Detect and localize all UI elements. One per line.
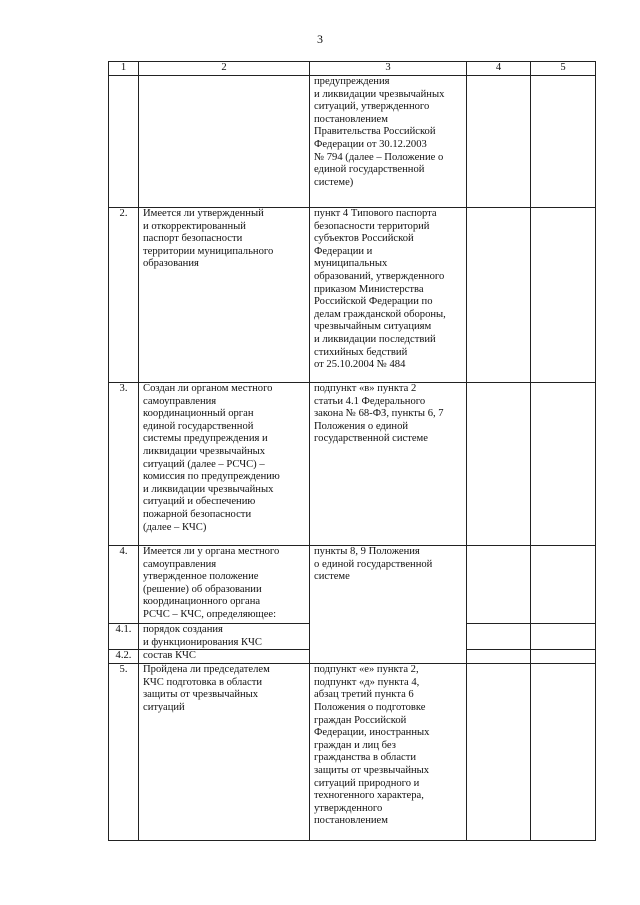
legal-basis-cell: пункты 8, 9 Положения о единой государственной системе [310,546,467,664]
row-number: 4.2. [109,650,139,664]
note-cell [531,76,596,208]
page-number: 3 [317,32,323,46]
row-number: 3. [109,383,139,546]
question-cell: Имеется ли утвержденный и откорректированный паспорт безопасности территории муниципального образования [139,208,310,383]
checklist-table [108,61,596,841]
table-row [109,664,596,841]
note-cell [531,664,596,841]
question-cell: порядок создания и функционирования КЧС [139,624,310,650]
table-row [109,383,596,546]
row-number: 4. [109,546,139,624]
column-header: 1 [109,62,139,76]
legal-basis-cell: подпункт «в» пункта 2 статьи 4.1 Федерального закона № 68-ФЗ, пункты 6, 7 Положения о единой государственной системе [310,383,467,546]
table-row [109,76,596,208]
question-cell: Имеется ли у органа местного самоуправления утвержденное положение (решение) об образовании координационного органа РСЧС – КЧС, определяющее: [139,546,310,624]
note-cell [531,624,596,650]
question-cell: Пройдена ли председателем КЧС подготовка в области защиты от чрезвычайных ситуаций [139,664,310,841]
column-header: 3 [310,62,467,76]
row-number [109,76,139,208]
answer-cell [467,624,531,650]
question-cell: Создан ли органом местного самоуправления координационный орган единой государственной системы предупреждения и ликвидации чрезвычайных ситуаций (далее – РСЧС) – комиссия по предупреждению и ликвидации чрезвычайных ситуаций и обеспечению пожарной безопасности (далее – КЧС) [139,383,310,546]
table-header-row [109,62,596,76]
row-number: 2. [109,208,139,383]
answer-cell [467,664,531,841]
legal-basis-cell: предупреждения и ликвидации чрезвычайных ситуаций, утвержденного постановлением Правительства Российской Федерации от 30.12.2003 № 794 (далее – Положение о единой государственной системе) [310,76,467,208]
question-cell [139,76,310,208]
answer-cell [467,76,531,208]
question-cell: состав КЧС [139,650,310,664]
answer-cell [467,208,531,383]
column-header: 4 [467,62,531,76]
answer-cell [467,383,531,546]
answer-cell [467,650,531,664]
column-header: 2 [139,62,310,76]
legal-basis-cell: пункт 4 Типового паспорта безопасности территорий субъектов Российской Федерации и муниципальных образований, утвержденного приказом Министерства Российской Федерации по делам гражданской обороны, чрезвычайным ситуациям и ликвидации последствий стихийных бедствий от 25.10.2004 № 484 [310,208,467,383]
legal-basis-cell: подпункт «е» пункта 2, подпункт «д» пункта 4, абзац третий пункта 6 Положения о подготовке граждан Российской Федерации, иностранных граждан и лиц без гражданства в области защиты от чрезвычайных ситуаций природного и техногенного характера, утвержденного постановлением [310,664,467,841]
column-header: 5 [531,62,596,76]
note-cell [531,383,596,546]
answer-cell [467,546,531,624]
note-cell [531,546,596,624]
table-row [109,546,596,624]
note-cell [531,208,596,383]
note-cell [531,650,596,664]
row-number: 5. [109,664,139,841]
table-row [109,208,596,383]
row-number: 4.1. [109,624,139,650]
